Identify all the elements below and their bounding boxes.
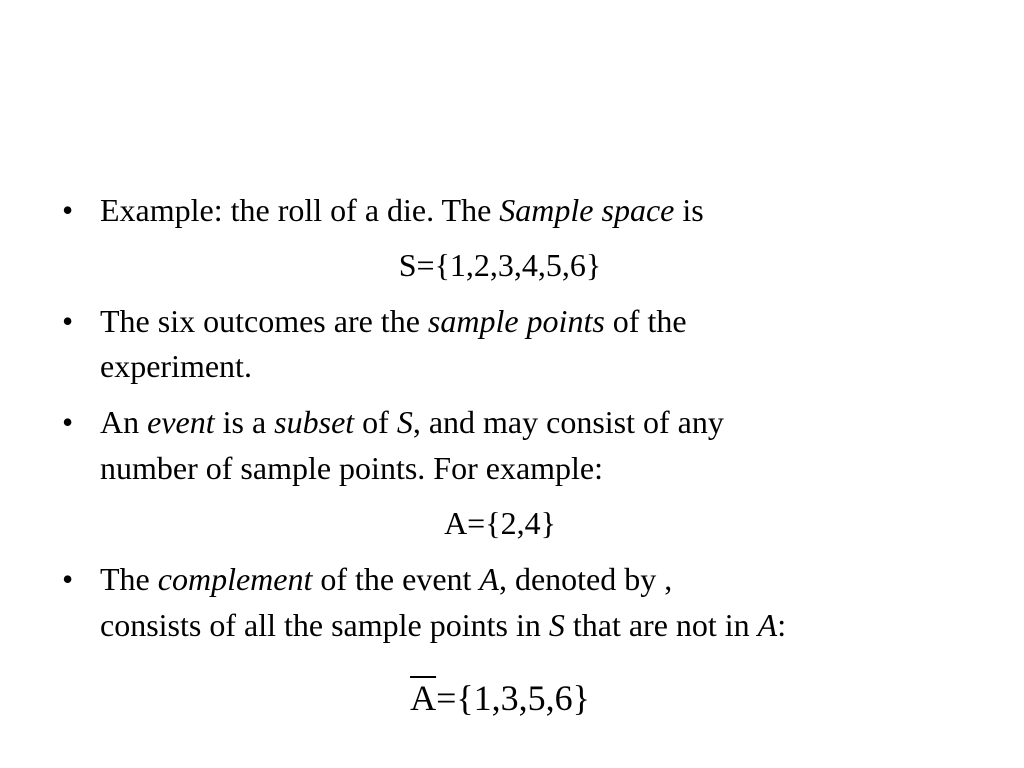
text-run: that are not in xyxy=(564,607,758,643)
italic-term: Sample space xyxy=(499,192,675,228)
text-run: of xyxy=(354,404,397,440)
bullet-marker: • xyxy=(62,303,74,339)
text-run: experiment. xyxy=(100,348,252,384)
text-run: number of sample points. For example: xyxy=(100,450,604,486)
bullet-1-line-1 xyxy=(100,192,704,228)
event-equation: A={2,4} xyxy=(444,505,556,541)
bullet-3-line-2 xyxy=(100,450,603,486)
italic-term: sample points xyxy=(427,303,605,339)
bullet-2-line-2 xyxy=(100,348,252,384)
bullet-marker: • xyxy=(62,192,74,228)
italic-term: event xyxy=(147,404,215,440)
text-run: The xyxy=(100,561,158,597)
complement-symbol: $\overline{A}$ xyxy=(410,678,437,718)
text-run: An xyxy=(100,404,148,440)
text-run: is xyxy=(674,192,704,228)
bullet-4-line-1 xyxy=(100,561,672,597)
text-run: of the xyxy=(604,303,687,339)
text-run: The six outcomes are the xyxy=(100,303,428,339)
italic-term: subset xyxy=(274,404,355,440)
text-run: of the event xyxy=(312,561,480,597)
text-run: is a xyxy=(214,404,275,440)
text-run: , and may consist of any xyxy=(412,404,724,440)
bullet-2-line-1 xyxy=(100,303,687,339)
bullet-4-line-2 xyxy=(100,607,786,643)
bullet-3-line-1 xyxy=(100,404,724,440)
bullet-marker: • xyxy=(62,404,74,440)
bullet-marker: • xyxy=(62,561,74,597)
complement-set: ={1,3,5,6} xyxy=(436,678,590,718)
italic-term: S xyxy=(548,607,565,643)
italic-term: A xyxy=(479,561,499,597)
sample-space-equation: S={1,2,3,4,5,6} xyxy=(398,247,602,283)
text-run: : xyxy=(777,607,787,643)
text-run: consists of all the sample points in xyxy=(100,607,549,643)
complement-equation xyxy=(0,678,1000,718)
italic-term: A xyxy=(757,607,778,643)
text-run: Example: the roll of a die. The xyxy=(100,192,500,228)
text-run: , denoted by , xyxy=(498,561,673,597)
italic-term: S xyxy=(396,404,413,440)
italic-term: complement xyxy=(157,561,313,597)
